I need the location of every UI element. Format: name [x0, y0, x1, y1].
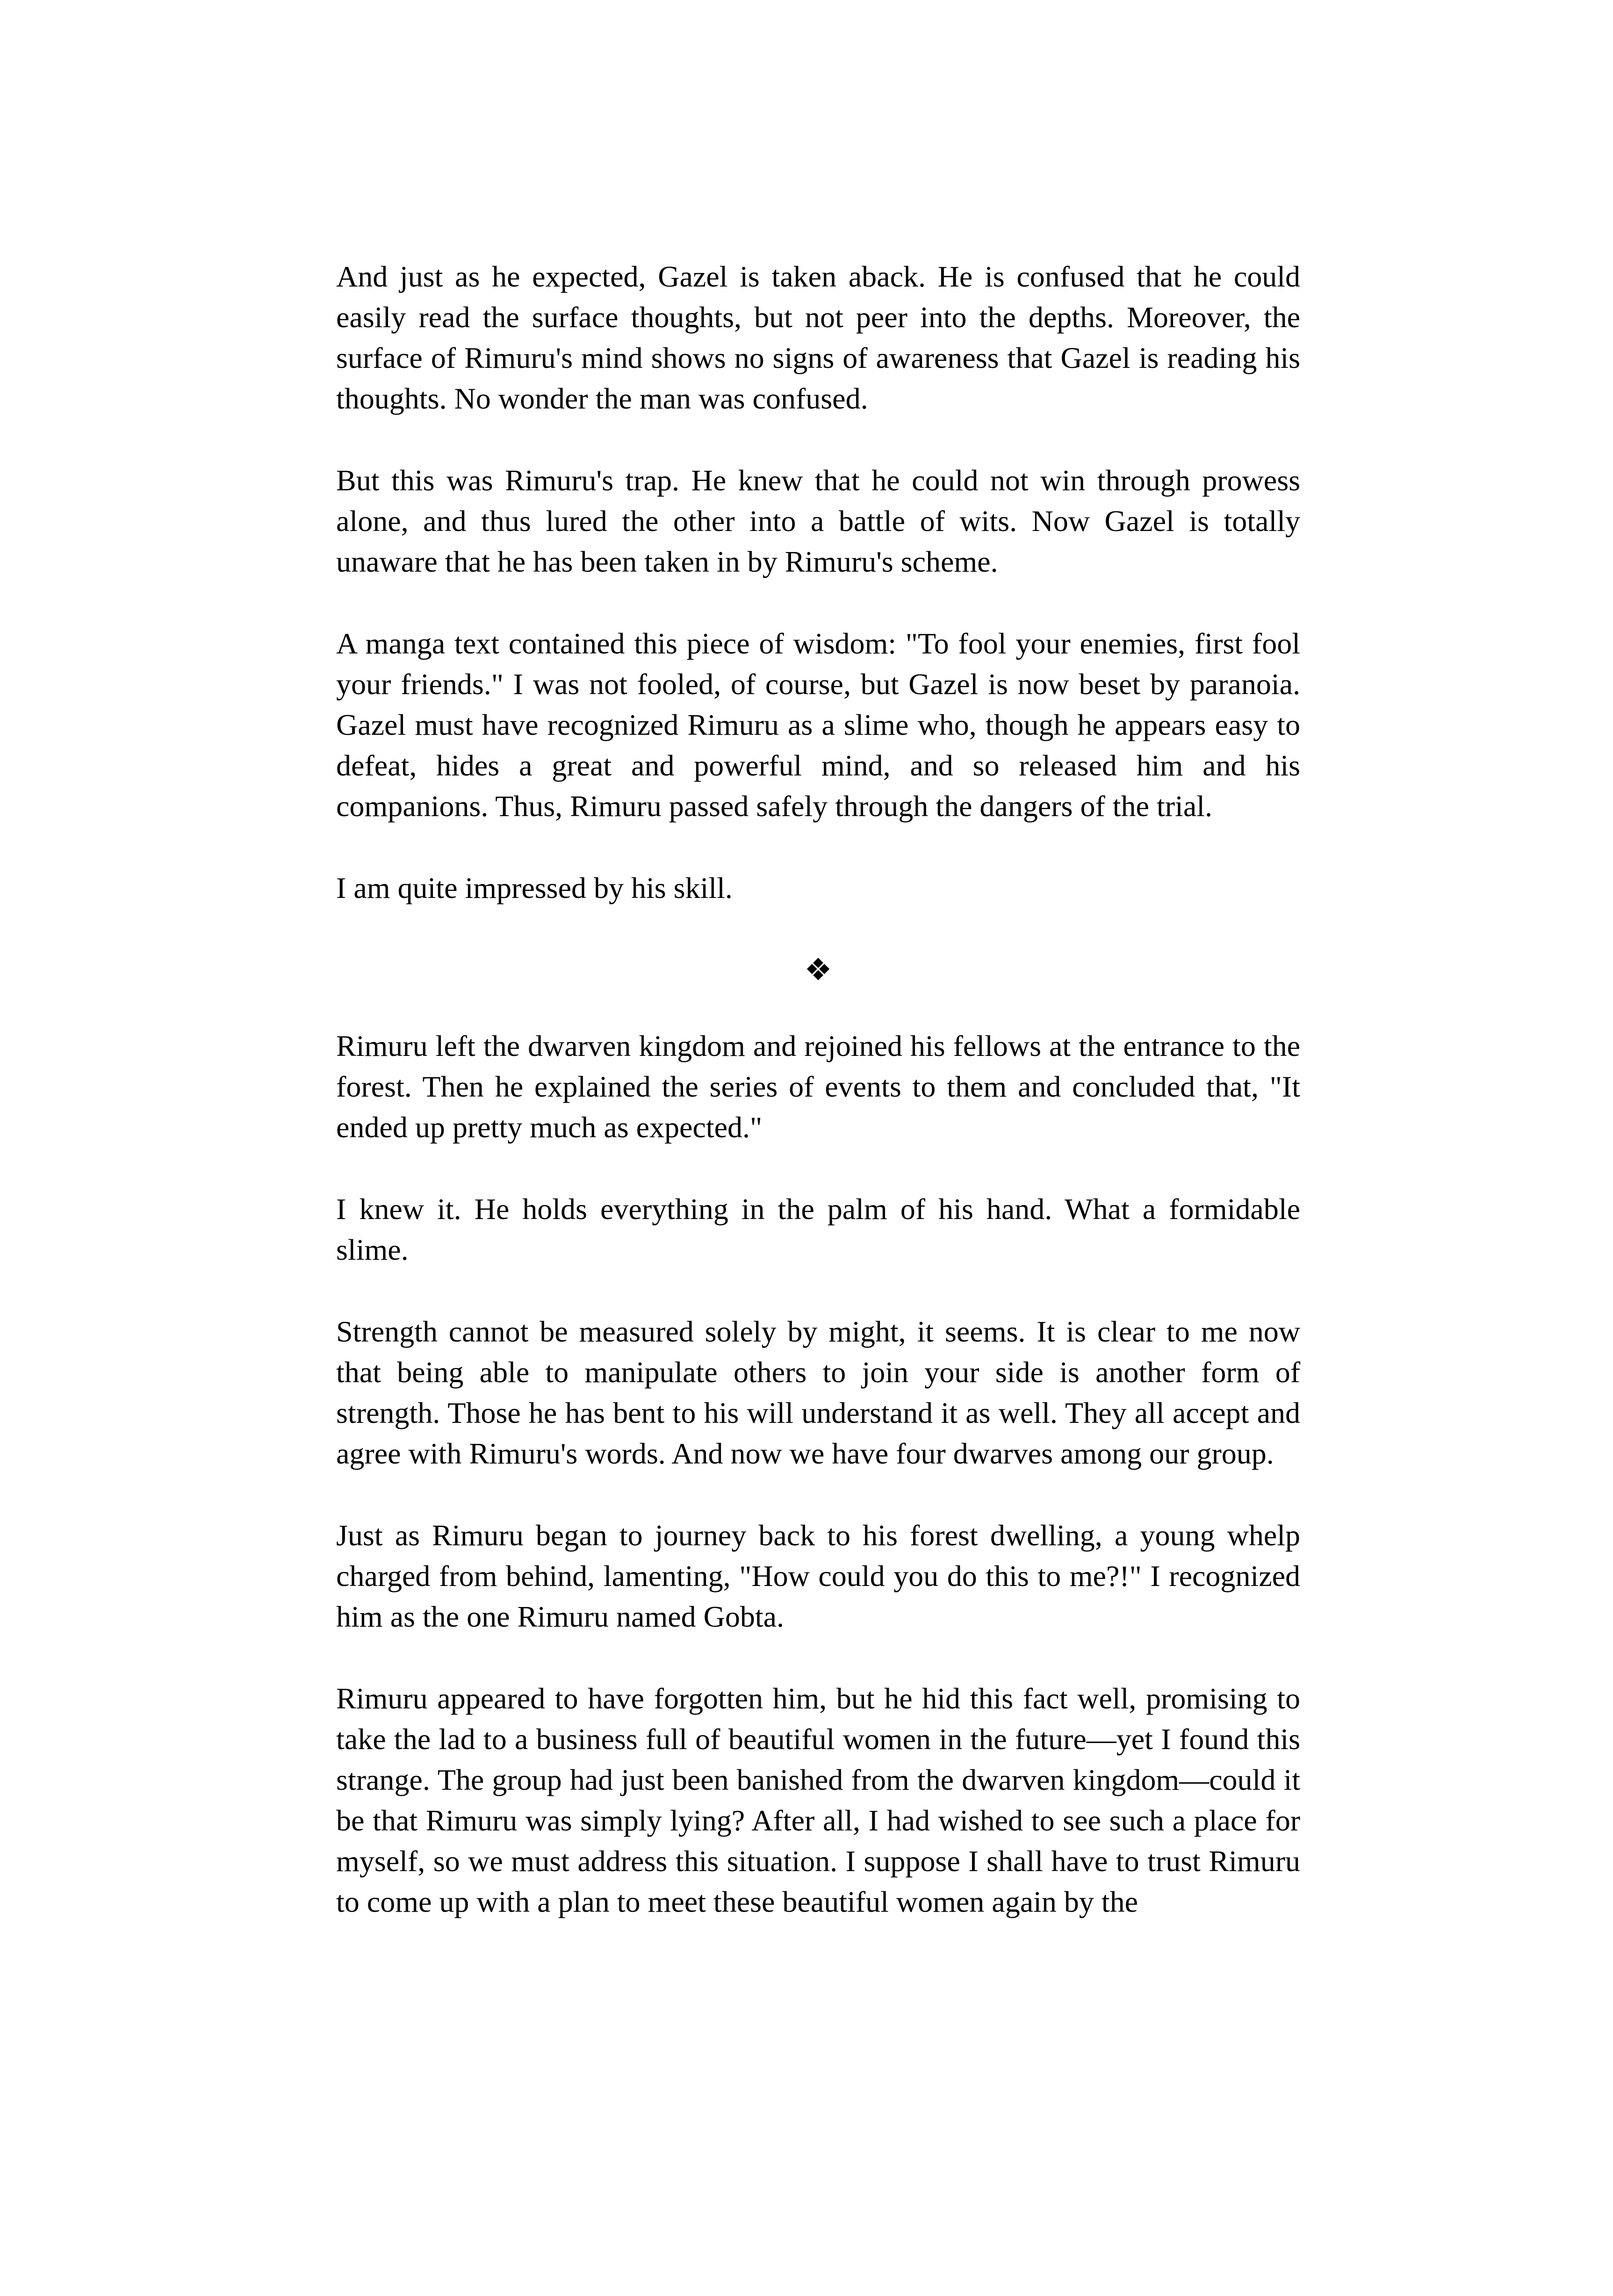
four-diamond-icon: ❖	[804, 952, 832, 988]
paragraph-5: Rimuru left the dwarven kingdom and rejoined his fellows at the entrance to the forest. Then he explained the series of events to them and concluded that, "It ended up pretty much as expected."	[336, 1029, 1300, 1144]
paragraph-8: Just as Rimuru began to journey back to his forest dwelling, a young whelp charged from behind, lamenting, "How could you do this to me?!" I recognized him as the one Rimuru named Gobta.	[336, 1519, 1300, 1633]
paragraph-4: I am quite impressed by his skill.	[336, 871, 733, 904]
section-divider	[336, 949, 1300, 990]
paragraph-2: But this was Rimuru's trap. He knew that he could not win through prowess alone, and thus lured the other into a battle of wits. Now Gazel is totally unaware that he has been taken in by Rimuru's scheme.	[336, 464, 1300, 578]
paragraph-9: Rimuru appeared to have forgotten him, but he hid this fact well, promising to take the lad to a business full of beautiful women in the future—yet I found this strange. The group had just been banished from the dwarven kingdom—could it be that Rimuru was simply lying? After all, I had wished to see such a place for myself, so we must address this situation. I suppose I shall have to trust Rimuru to come up with a plan to meet these beautiful women again by the	[336, 1682, 1300, 1918]
paragraph-7: Strength cannot be measured solely by might, it seems. It is clear to me now that being able to manipulate others to join your side is another form of strength. Those he has bent to his will understand it as well. They all accept and agree with Rimuru's words. And now we have four dwarves among our group.	[336, 1315, 1300, 1470]
paragraph-1: And just as he expected, Gazel is taken aback. He is confused that he could easily read the surface thoughts, but not peer into the depths. Moreover, the surface of Rimuru's mind shows no signs of awareness that Gazel is reading his thoughts. No wonder the man was confused.	[336, 260, 1300, 415]
text-column	[336, 256, 1300, 1922]
paragraph-3: A manga text contained this piece of wisdom: "To fool your enemies, first fool your friends." I was not fooled, of course, but Gazel is now beset by paranoia. Gazel must have recognized Rimuru as a slime who, though he appears easy to defeat, hides a great and powerful mind, and so released him and his companions. Thus, Rimuru passed safely through the dangers of the trial.	[336, 627, 1300, 823]
paragraph-6: I knew it. He holds everything in the palm of his hand. What a formidable slime.	[336, 1192, 1300, 1266]
